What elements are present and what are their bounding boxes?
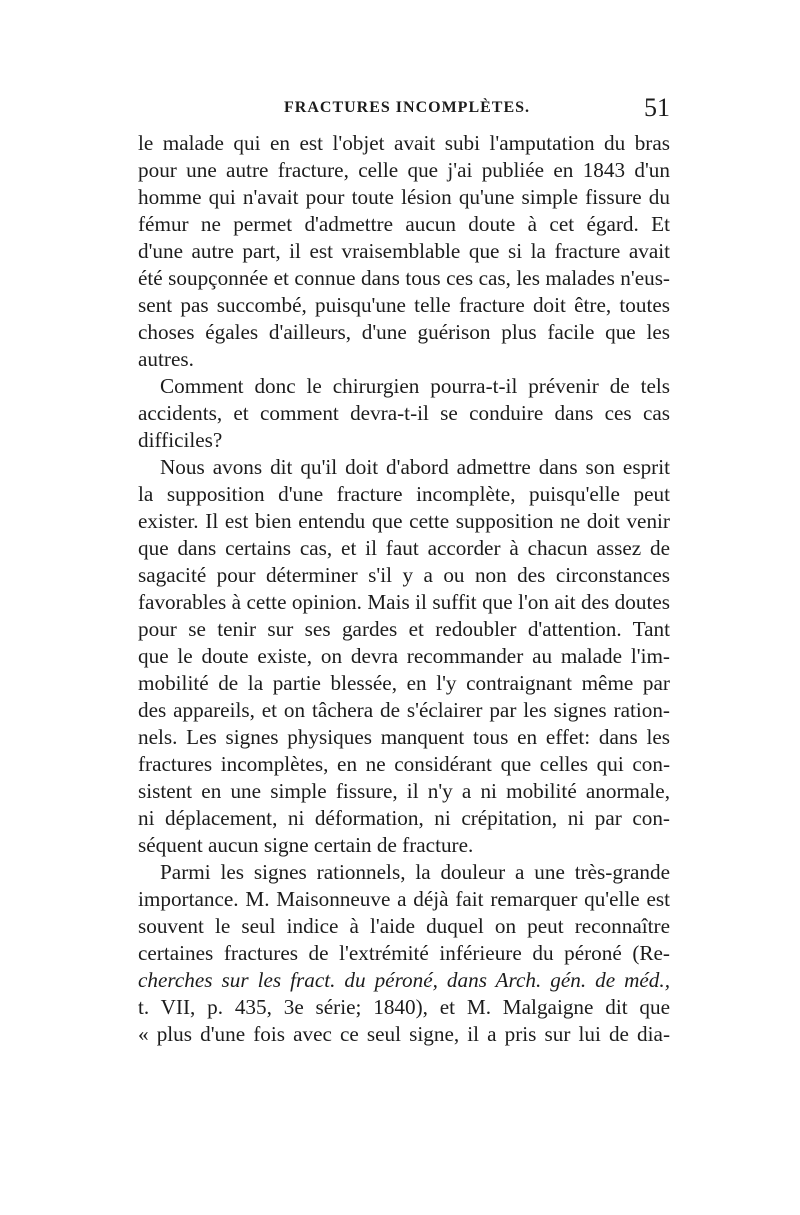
text-line: nels. Les signes physiques manquent tous en effet: dans les: [138, 725, 670, 749]
text-line: mobilité de la partie blessée, en l'y contraignant même par: [138, 671, 670, 695]
text-line: accidents, et comment devra-t-il se conduire dans ces cas: [138, 401, 670, 425]
page-number: 51: [644, 93, 670, 122]
text-line: pour une autre fracture, celle que j'ai publiée en 1843 d'un: [138, 158, 670, 182]
text-line: sagacité pour déterminer s'il y a ou non des circonstances: [138, 563, 670, 587]
text-line: que dans certains cas, et il faut accorder à chacun assez de: [138, 536, 670, 560]
text-line: ni déplacement, ni déformation, ni crépitation, ni par con-: [138, 806, 670, 830]
text-line: autres.: [138, 347, 194, 371]
paragraph-first-line: Nous avons dit qu'il doit d'abord admettre dans son esprit: [160, 455, 670, 479]
text-line: certaines fractures de l'extrémité inférieure du péroné (Re-: [138, 941, 670, 965]
text-line: été soupçonnée et connue dans tous ces cas, les malades n'eus-: [138, 266, 670, 290]
text-line: choses égales d'ailleurs, d'une guérison plus facile que les: [138, 320, 670, 344]
text-line: d'une autre part, il est vraisemblable que si la fracture avait: [138, 239, 670, 263]
text-line: exister. Il est bien entendu que cette supposition ne doit venir: [138, 509, 670, 533]
page-header: [138, 93, 670, 129]
text-line: pour se tenir sur ses gardes et redoubler d'attention. Tant: [138, 617, 670, 641]
running-title: FRACTURES INCOMPLÈTES.: [284, 99, 531, 116]
text-line: souvent le seul indice à l'aide duquel on peut reconnaître: [138, 914, 670, 938]
text-line: importance. M. Maisonneuve a déjà fait remarquer qu'elle est: [138, 887, 670, 911]
text-line: t. VII, p. 435, 3e série; 1840), et M. Malgaigne dit que: [138, 995, 670, 1019]
text-line: sent pas succombé, puisqu'une telle fracture doit être, toutes: [138, 293, 670, 317]
paragraph-first-line: Comment donc le chirurgien pourra-t-il prévenir de tels: [160, 374, 670, 398]
text-line: fémur ne permet d'admettre aucun doute à cet égard. Et: [138, 212, 670, 236]
text-line: homme qui n'avait pour toute lésion qu'une simple fissure du: [138, 185, 670, 209]
text-line: séquent aucun signe certain de fracture.: [138, 833, 474, 857]
paragraph-first-line: Parmi les signes rationnels, la douleur a une très-grande: [160, 860, 670, 884]
text-line: le malade qui en est l'objet avait subi l'amputation du bras: [138, 131, 670, 155]
text-line: favorables à cette opinion. Mais il suffit que l'on ait des doutes: [138, 590, 670, 614]
text-line: des appareils, et on tâchera de s'éclairer par les signes ration-: [138, 698, 670, 722]
text-line: « plus d'une fois avec ce seul signe, il a pris sur lui de dia-: [138, 1022, 670, 1046]
text-line: difficiles?: [138, 428, 223, 452]
text-line: fractures incomplètes, en ne considérant que celles qui con-: [138, 752, 670, 776]
text-line: que le doute existe, on devra recommander au malade l'im-: [138, 644, 670, 668]
text-line: la supposition d'une fracture incomplète, puisqu'elle peut: [138, 482, 670, 506]
text-line-citation: cherches sur les fract. du péroné, dans Arch. gén. de méd.,: [138, 968, 670, 992]
text-line: sistent en une simple fissure, il n'y a ni mobilité anormale,: [138, 779, 670, 803]
